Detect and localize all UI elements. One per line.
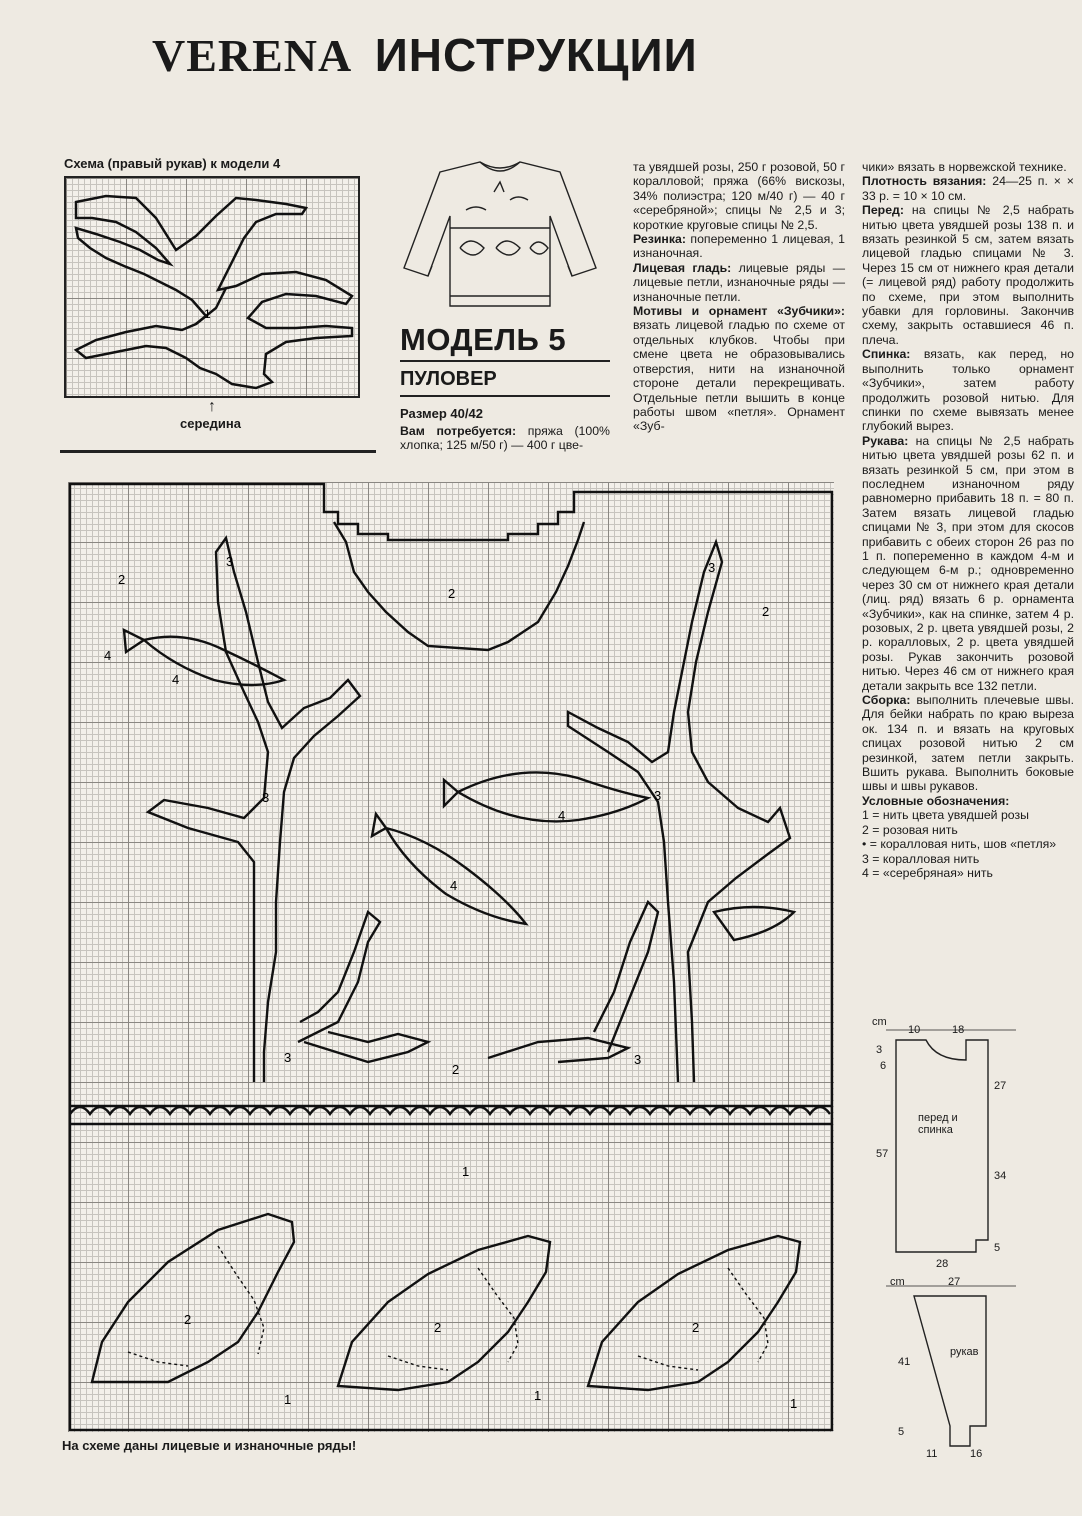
subtitle-divider xyxy=(400,395,610,397)
gauge-text: 24—25 п. × × 33 р. = 10 × 10 см. xyxy=(862,174,1074,203)
front-label: Перед: xyxy=(862,203,904,218)
svg-text:3: 3 xyxy=(634,1052,642,1067)
text-column-2 xyxy=(633,160,845,434)
sleeve-schematic xyxy=(866,1276,1080,1466)
legend-title: Условные обозначения: xyxy=(862,793,1010,808)
sleeves-text: на спицы № 2,5 набрать нитью цвета увядшей розы 62 п. и вязать резинкой 5 см, при этом в последнем изнаночном ряду равномерно прибавить 18 п. = 80 п. Затем вязать лицевой гладью спицами № 3, при этом для скосов прибавить с обеих сторон 26 раз по 1 п. попеременно в каждом 4-м и следующем 6-м р.; одновременно через 30 см от нижнего края детали (лиц. ряд) вязать 6 р. орнамента «Зубчики», как на спинке, затем 4 р. розовых, 2 р. цвета увядшей розы, 2 р. коралловых, 2 р. цвета увядшей розы. Рукав закончить розовой нитью. Через 46 см от нижнего края детали закрыть все 132 петли. xyxy=(862,433,1074,693)
main-chart-outline xyxy=(68,482,834,1432)
svg-text:2: 2 xyxy=(448,586,456,601)
model-size: Размер 40/42 xyxy=(400,406,483,421)
back-text: вязать, как перед, но выполнить только орнамент «Зубчики», затем работу продолжить розовой нитью. Для спинки по схеме вывязать менее глубокий вырез. xyxy=(862,347,1074,434)
svg-text:1: 1 xyxy=(284,1392,292,1407)
assembly-label: Сборка: xyxy=(862,693,911,708)
sleeve-chart-number: 1 xyxy=(204,307,211,321)
svg-text:3: 3 xyxy=(708,560,716,575)
brand-logo: VERENA xyxy=(152,30,353,81)
chart-footnote: На схеме даны лицевые и изнаночные ряды! xyxy=(62,1438,357,1453)
front-text: на спицы № 2,5 набрать нитью цвета увядшей розы 138 п. и вязать резинкой 5 см, затем вязать лицевой гладью спицами № 3. Через 15 см от нижнего края детали (= лицевой ряд) работу продолжить по схеме, при этом выполнить убавки для горловины. Закончив схему, закрыть оставшиеся 46 п. плеча. xyxy=(862,203,1074,347)
dim-label: 27 xyxy=(994,1080,1007,1092)
svg-text:3: 3 xyxy=(226,554,234,569)
legend-item: 4 = «серебряная» нить xyxy=(862,865,993,880)
sleeve-chart-caption: Схема (правый рукав) к модели 4 xyxy=(64,156,281,171)
sleeve-chart xyxy=(64,176,360,398)
svg-text:3: 3 xyxy=(654,788,662,803)
svg-text:1: 1 xyxy=(462,1164,470,1179)
dim-label: 27 xyxy=(948,1276,961,1288)
svg-text:3: 3 xyxy=(284,1050,292,1065)
model-title: МОДЕЛЬ 5 xyxy=(400,322,567,357)
section-divider xyxy=(60,450,376,453)
front-back-outline xyxy=(866,1020,1080,1270)
dim-label: 28 xyxy=(936,1258,949,1270)
sweater-drawing xyxy=(400,156,600,316)
front-back-label: перед и спинка xyxy=(918,1112,958,1136)
legend-item: • = коралловая нить, шов «петля» xyxy=(862,837,1057,852)
gauge-label: Плотность вязания: xyxy=(862,174,987,189)
sleeve-chart-motif xyxy=(66,178,358,396)
page-title: ИНСТРУКЦИИ xyxy=(374,29,698,81)
dim-label: 11 xyxy=(926,1448,938,1460)
dim-label: 10 xyxy=(908,1024,921,1036)
motif-text: вязать лицевой гладью по схеме от отдельных клубков. Чтобы при смене цвета не образовывались отверстия, нити на изнаночной стороне детали перекрещивать. Отдельные петли вышить в конце работы швом «петля». Орнамент «Зуб- xyxy=(633,318,845,434)
materials-continued: та увядшей розы, 250 г розовой, 50 г коралловой; пряжа (66% вискозы, 34% полиэстра; 120 м/40 г) — 40 г «серебряной»; спицы № 2,5 и 3; короткие круговые спицы № 2,5. xyxy=(633,160,845,232)
motif-label: Мотивы и орнамент «Зубчики»: xyxy=(633,304,845,319)
legend-item: 1 = нить цвета увядшей розы xyxy=(862,808,1029,823)
svg-text:4: 4 xyxy=(104,648,112,663)
back-label: Спинка: xyxy=(862,347,911,362)
sweater-illustration xyxy=(400,156,600,316)
dim-label: 16 xyxy=(970,1448,983,1460)
model-subtitle: ПУЛОВЕР xyxy=(400,368,497,390)
unit-label: cm xyxy=(890,1276,905,1288)
stockinette-text: лицевые ряды — лицевые петли, изнаночные ряды — изнаночные петли. xyxy=(633,260,846,304)
dim-label: 41 xyxy=(898,1356,911,1368)
legend-item: 3 = коралловая нить xyxy=(862,851,980,866)
text-column-3 xyxy=(862,160,1074,880)
dim-label: 34 xyxy=(994,1170,1007,1182)
title-divider xyxy=(400,360,610,362)
assembly-text: выполнить плечевые швы. Для бейки набрать по краю выреза ок. 134 п. и вязать на круговых спицах розовой нитью 2 см резинкой, затем петли закрыть. Вшить рукава. Выполнить боковые швы и швы рукавов. xyxy=(862,693,1074,794)
svg-text:2: 2 xyxy=(434,1320,442,1335)
dim-label: 5 xyxy=(994,1242,1001,1254)
front-back-schematic xyxy=(866,1016,1080,1270)
page-header xyxy=(152,28,698,88)
svg-text:4: 4 xyxy=(172,672,180,687)
rib-label: Резинка: xyxy=(633,232,686,247)
materials-label: Вам потребуется: xyxy=(400,424,517,438)
dim-label: 6 xyxy=(880,1060,887,1072)
rib-text: попеременно 1 лицевая, 1 изнаночная. xyxy=(633,232,845,261)
main-chart xyxy=(68,482,834,1432)
dim-label: 18 xyxy=(952,1024,965,1036)
svg-text:2: 2 xyxy=(692,1320,700,1335)
legend-item: 2 = розовая нить xyxy=(862,822,958,837)
stockinette-label: Лицевая гладь: xyxy=(633,260,732,275)
svg-text:1: 1 xyxy=(790,1396,798,1411)
materials-text: пряжа (100% хлопка; 125 м/50 г) — 400 г цве- xyxy=(400,424,610,453)
svg-text:3: 3 xyxy=(262,790,270,805)
sleeves-label: Рукава: xyxy=(862,433,909,448)
motif-continued: чики» вязать в норвежской технике. xyxy=(862,160,1067,174)
sleeve-label: рукав xyxy=(950,1346,979,1358)
svg-text:2: 2 xyxy=(762,604,770,619)
materials-paragraph xyxy=(400,424,610,453)
dim-label: 57 xyxy=(876,1148,889,1160)
svg-text:1: 1 xyxy=(534,1388,542,1403)
dim-label: 3 xyxy=(876,1044,883,1056)
unit-label: cm xyxy=(872,1016,887,1028)
dim-label: 5 xyxy=(898,1426,905,1438)
center-label: середина xyxy=(180,416,241,431)
svg-text:4: 4 xyxy=(450,878,458,893)
svg-text:2: 2 xyxy=(118,572,126,587)
svg-text:4: 4 xyxy=(558,808,566,823)
svg-text:2: 2 xyxy=(184,1312,192,1327)
svg-text:2: 2 xyxy=(452,1062,460,1077)
center-arrow-icon: ↑ xyxy=(208,398,216,415)
